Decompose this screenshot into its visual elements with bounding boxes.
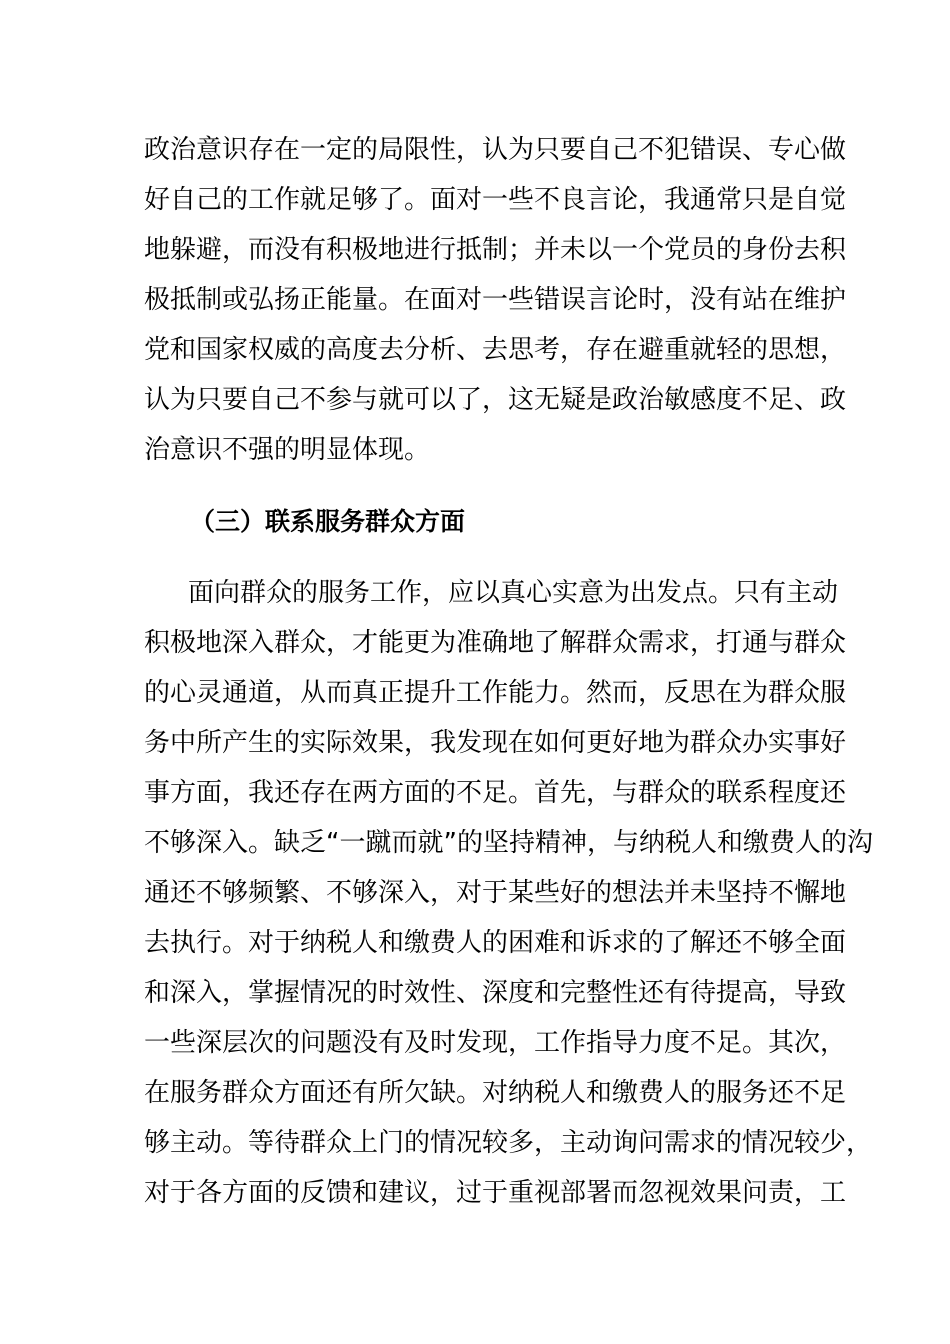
paragraph-line: 去执行。对于纳税人和缴费人的困难和诉求的了解还不够全面 — [144, 928, 847, 958]
paragraph-line: 事方面，我还存在两方面的不足。首先，与群众的联系程度还 — [144, 778, 847, 808]
paragraph-line: 党和国家权威的高度去分析、去思考，存在避重就轻的思想， — [144, 335, 847, 365]
paragraph-line: 务中所产生的实际效果，我发现在如何更好地为群众办实事好 — [144, 728, 847, 758]
paragraph-line: 治意识不强的明显体现。 — [144, 435, 431, 465]
paragraph-line: 和深入，掌握情况的时效性、深度和完整性还有待提高，导致 — [144, 978, 847, 1008]
section-heading: （三）联系服务群众方面 — [190, 507, 466, 536]
paragraph-line: 的心灵通道，从而真正提升工作能力。然而，反思在为群众服 — [144, 678, 847, 708]
paragraph-line: 地躲避，而没有积极地进行抵制；并未以一个党员的身份去积 — [144, 235, 847, 265]
paragraph-line: 通还不够频繁、不够深入，对于某些好的想法并未坚持不懈地 — [144, 878, 847, 908]
paragraph-line: 不够深入。缺乏“一蹴而就”的坚持精神，与纳税人和缴费人的沟 — [144, 828, 873, 858]
paragraph-line: 一些深层次的问题没有及时发现，工作指导力度不足。其次， — [144, 1028, 847, 1058]
paragraph-line: 积极地深入群众，才能更为准确地了解群众需求，打通与群众 — [144, 628, 847, 658]
paragraph-line: 在服务群众方面还有所欠缺。对纳税人和缴费人的服务还不足 — [144, 1078, 847, 1108]
paragraph-line: 面向群众的服务工作，应以真心实意为出发点。只有主动 — [188, 578, 839, 608]
paragraph-line: 好自己的工作就足够了。面对一些不良言论，我通常只是自觉 — [144, 185, 847, 215]
paragraph-line: 够主动。等待群众上门的情况较多，主动询问需求的情况较少， — [144, 1128, 873, 1158]
paragraph-line: 政治意识存在一定的局限性，认为只要自己不犯错误、专心做 — [144, 135, 847, 165]
paragraph-line: 极抵制或弘扬正能量。在面对一些错误言论时，没有站在维护 — [144, 285, 847, 315]
paragraph-line: 认为只要自己不参与就可以了，这无疑是政治敏感度不足、政 — [144, 385, 847, 415]
paragraph-line: 对于各方面的反馈和建议，过于重视部署而忽视效果问责，工 — [144, 1178, 847, 1208]
